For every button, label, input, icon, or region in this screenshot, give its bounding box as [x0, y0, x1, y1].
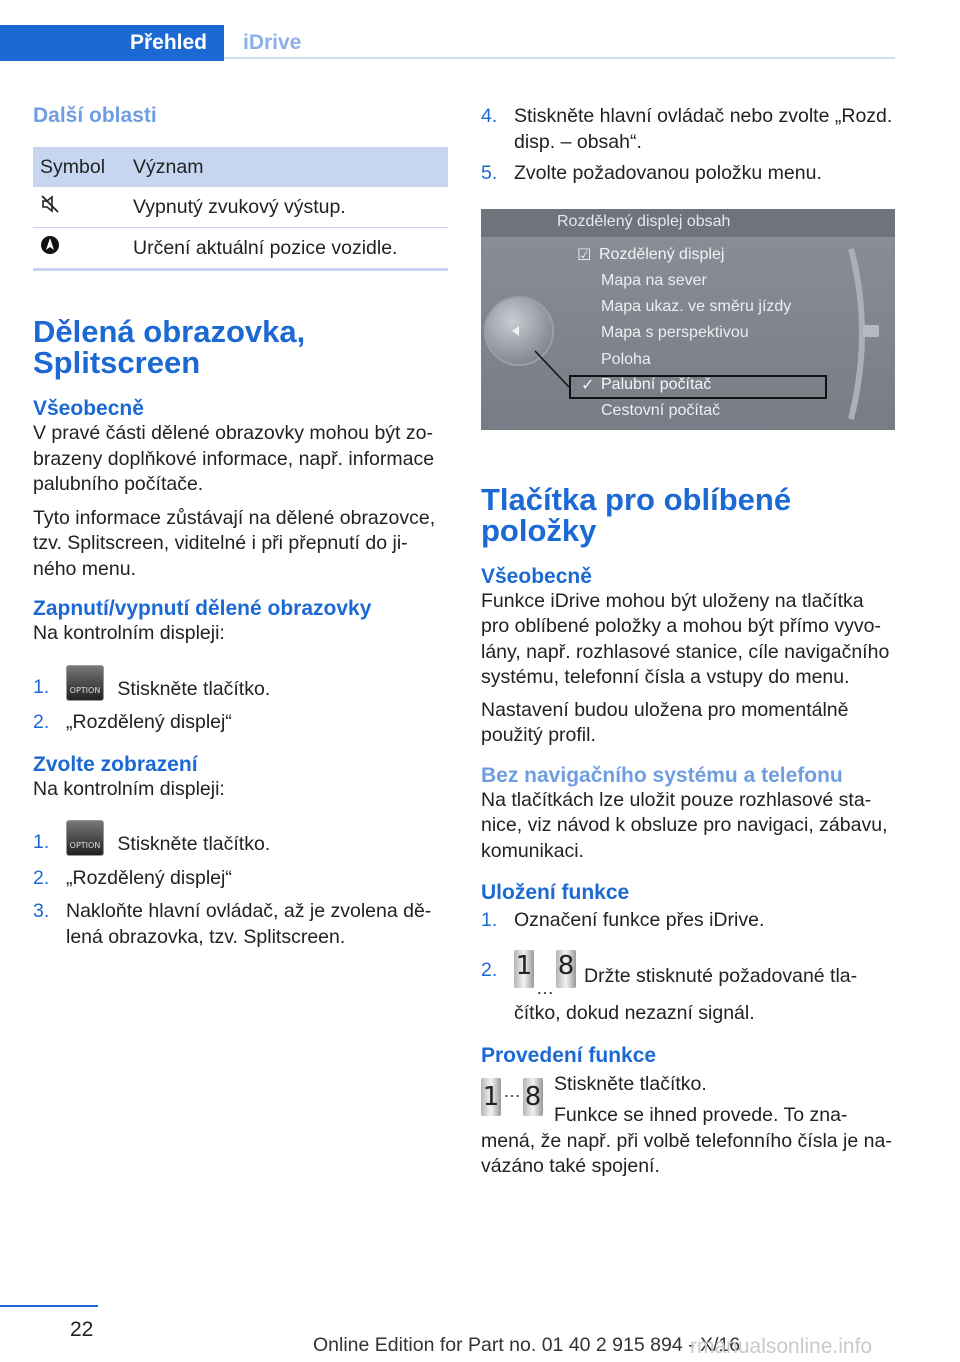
list-item: [481, 104, 895, 155]
split-screen-title: [33, 316, 448, 378]
edition-note: Online Edition for Part no. 01 40 2 915 894 - X/16: [313, 1334, 741, 1356]
table-header-row: [33, 147, 448, 187]
save-function-steps: [481, 908, 895, 1027]
tab-idrive[interactable]: iDrive: [224, 25, 895, 59]
screen-menu-item: Mapa ukaz. ve směru jízdy: [601, 297, 792, 315]
screen-menu-item: Cestovní počítač: [601, 401, 721, 419]
favorites-title-line1: Tlačítka pro oblíbené: [481, 481, 792, 517]
list-item: [481, 908, 895, 934]
step-text: „Rozdělený displej“: [66, 711, 232, 733]
screen-menu-item: Rozdělený displej: [599, 245, 725, 263]
table-cell-symbol: [33, 228, 126, 270]
table-cell-meaning: Určení aktuální pozice vozidle.: [126, 228, 448, 270]
screen-menu-item: Mapa s perspektivou: [601, 323, 749, 341]
other-areas-heading: Další oblasti: [33, 104, 157, 127]
screen-menu-item: Palubní počítač: [601, 375, 712, 393]
step-text: Stiskněte hlavní ovládač nebo zvolte „Rozd. disp. – obsah“.: [514, 105, 893, 153]
table-header-meaning: Význam: [126, 147, 448, 187]
step-text: Zvolte požadovanou položku menu.: [514, 162, 822, 184]
step-number: 4.: [481, 105, 498, 127]
screen-item-check-icon: ☑: [577, 246, 592, 264]
list-item: 2. 1 … 8 Držte stisknuté požadované tla-čítko, dokud nezazní signál.: [481, 950, 858, 1024]
step-text: „Rozdělený displej“: [66, 866, 232, 889]
favorites-general-paragraph-2: Nastavení budou uložena pro momentálně použitý profil.: [481, 698, 849, 746]
page-number: 22: [70, 1318, 94, 1341]
table-row: [33, 228, 448, 270]
save-function-heading: Uložení funkce: [481, 881, 630, 904]
step-text: Držte stisknuté požadované tla-čítko, dokud nezazní signál.: [514, 964, 858, 1024]
footer-rule: [0, 1305, 98, 1307]
execute-function-block: [481, 1072, 895, 1180]
step-text: Stiskněte tlačítko.: [117, 677, 271, 700]
watermark: rmanualsonline.info: [690, 1335, 873, 1358]
general-paragraph-1: V pravé části dělené obrazovky mohou být zo-brazeny doplňkové informace, např. informace palubního počítače.: [33, 422, 435, 495]
split-content-steps: [481, 104, 895, 187]
step-number: 2.: [481, 958, 498, 981]
table-cell-meaning: Vypnutý zvukový výstup.: [126, 187, 448, 228]
list-item: [33, 899, 448, 950]
split-display-screenshot: [481, 209, 895, 430]
general-heading: Všeobecně: [33, 397, 144, 420]
step-number: 1.: [33, 831, 50, 853]
list-item: [33, 710, 448, 736]
favorite-keys-icon: 1 … 8: [481, 1072, 551, 1116]
section-tabs: [0, 25, 895, 61]
execute-function-heading: Provedení funkce: [481, 1043, 657, 1067]
execute-function-paragraph-1: Stiskněte tlačítko.: [554, 1072, 707, 1095]
step-number: 5.: [481, 162, 498, 184]
favorite-key-1-icon: 1: [514, 950, 534, 988]
select-view-intro: Na kontrolním displeji:: [33, 777, 225, 800]
step-number: 1.: [481, 909, 498, 931]
list-item: [33, 820, 448, 858]
onoff-intro: Na kontrolním displeji:: [33, 622, 225, 644]
step-text: Nakloňte hlavní ovládač, až je zvolena dě-lená obrazovka, tzv. Splitscreen.: [66, 900, 432, 948]
no-nav-heading: Bez navigačního systému a telefonu: [481, 763, 843, 787]
right-column: [481, 100, 895, 1180]
left-column: [33, 100, 448, 950]
onoff-steps: [33, 665, 448, 736]
split-screen-title-line1: Dělená obrazovka,: [33, 314, 306, 349]
execute-function-paragraph-2: Funkce se ihned provede. To zna-mená, že např. při volbě telefonního čísla je na-vázáno také spojení.: [481, 1104, 892, 1177]
step-number: 2.: [33, 866, 50, 889]
table-row: [33, 187, 448, 228]
favorites-title-line2: položky: [481, 512, 597, 548]
onoff-heading: Zapnutí/vypnutí dělené obrazovky: [33, 597, 372, 620]
tab-prehled[interactable]: Přehled: [0, 25, 224, 61]
speaker-muted-icon: [40, 194, 60, 214]
favorites-general-heading: Všeobecně: [481, 564, 592, 588]
screen-menu-item: Poloha: [601, 350, 651, 368]
no-nav-paragraph: Na tlačítkách lze uložit pouze rozhlasové sta-nice, viz návod k obsluze pro navigaci, zábavu, komunikaci.: [481, 788, 888, 862]
vehicle-position-icon: [40, 235, 60, 255]
split-screen-title-line2: Splitscreen: [33, 345, 201, 380]
table-cell-symbol: [33, 187, 126, 228]
select-view-heading: Zvolte zobrazení: [33, 752, 198, 776]
select-view-steps: [33, 820, 448, 950]
favorite-key-8-icon: 8: [556, 950, 576, 988]
favorites-general-paragraph-1: Funkce iDrive mohou být uloženy na tlačítka pro oblíbené položky a mohou být přímo vyvo-lány, např. rozhlasové stanice, cíle navigačního systému, telefonní čísla a vstupy do menu.: [481, 589, 890, 688]
general-paragraph-2: Tyto informace zůstávají na dělené obrazovce, tzv. Splitscreen, viditelné i při přepnutí do ji-ného menu.: [33, 506, 436, 580]
option-button-icon: OPTION: [66, 665, 104, 701]
screen-menu-item: Mapa na sever: [601, 271, 707, 289]
list-item: [33, 665, 448, 703]
symbol-table: [33, 147, 448, 271]
option-button-icon: OPTION: [66, 820, 104, 856]
screen-title: Rozdělený displej obsah: [557, 212, 731, 230]
step-number: 1.: [33, 675, 50, 698]
table-header-symbol: Symbol: [33, 147, 126, 187]
step-number: 3.: [33, 900, 50, 922]
screen-item-check-icon: ✓: [581, 376, 595, 394]
list-item: [33, 866, 448, 892]
list-item: [481, 161, 895, 187]
step-text: Stiskněte tlačítko.: [117, 833, 271, 855]
favorites-title: [481, 481, 895, 548]
step-text: Označení funkce přes iDrive.: [514, 909, 765, 931]
step-number: 2.: [33, 711, 50, 733]
